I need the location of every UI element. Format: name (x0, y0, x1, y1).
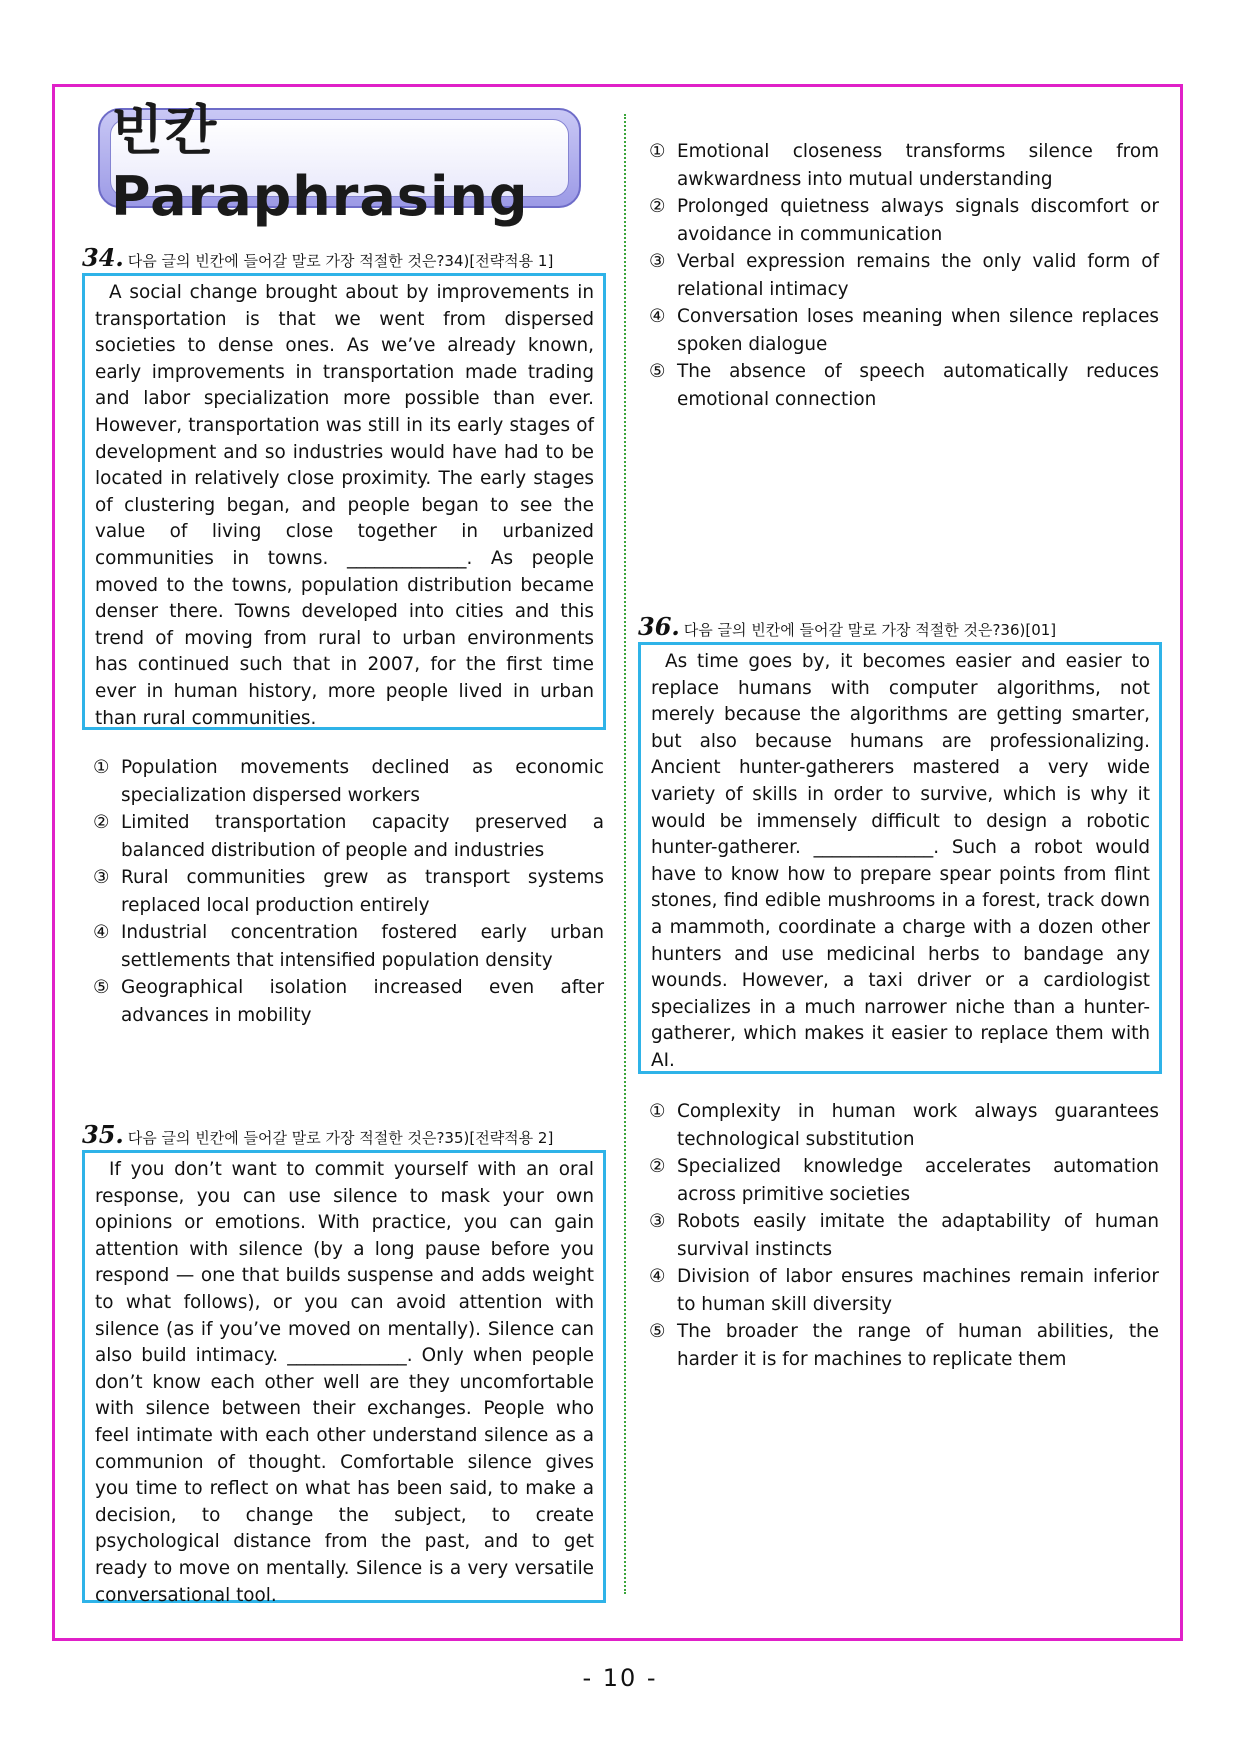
option-text: The absence of speech automatically reduces emotional connection (677, 361, 1159, 410)
option[interactable] (649, 1208, 1159, 1263)
question-36-prompt: 다음 글의 빈칸에 들어갈 말로 가장 적절한 것은?36)[01] (683, 621, 1057, 639)
option-text: Emotional closeness transforms silence from awkwardness into mutual understanding (677, 141, 1159, 190)
option-text: Prolonged quietness always signals discomfort or avoidance in communication (677, 196, 1159, 245)
question-36-passage: As time goes by, it becomes easier and easier to replace humans with computer algorithms, not merely because the algorithms are getting smarter, but also because humans are professionalizing. Ancient hunter-gatherers mastered a very wide variety of skills in order to survive, which is why it would be immensely difficult to design a robotic hunter-gatherer. _____________. Such a robot would have to know how to prepare spear points from flint stones, find edible mushrooms in a forest, track down a mammoth, coordinate a charge with a dozen other hunters and use medicinal herbs to bandage any wounds. However, a taxi driver or a cardiologist specializes in a much narrower niche than a hunter-gatherer, which makes it easier to replace them with AI. (638, 642, 1162, 1074)
title-banner-inner (110, 99, 569, 228)
question-36-header (638, 612, 1056, 641)
option-text: Complexity in human work always guarantees technological substitution (677, 1101, 1159, 1150)
option-text: Rural communities grew as transport systems replaced local production entirely (121, 867, 604, 916)
option-mark: ④ (93, 922, 110, 943)
option[interactable] (649, 1263, 1159, 1318)
question-35-options (649, 138, 1159, 413)
option-text: Specialized knowledge accelerates automation across primitive societies (677, 1156, 1159, 1205)
option-mark: ① (649, 141, 666, 162)
option[interactable] (649, 138, 1159, 193)
option-mark: ⑤ (649, 361, 666, 382)
option-text: Robots easily imitate the adaptability of human survival instincts (677, 1211, 1159, 1260)
question-34-prompt: 다음 글의 빈칸에 들어갈 말로 가장 적절한 것은?34)[전략적용 1] (127, 252, 554, 270)
option-mark: ② (649, 1156, 666, 1177)
option[interactable] (649, 193, 1159, 248)
option-text: Limited transportation capacity preserved a balanced distribution of people and industries (121, 812, 604, 861)
option[interactable] (649, 1153, 1159, 1208)
question-36-options (649, 1098, 1159, 1373)
option-mark: ③ (649, 1211, 666, 1232)
option[interactable] (649, 1098, 1159, 1153)
page-title: 빈칸 Paraphrasing (111, 99, 529, 228)
question-34-passage: A social change brought about by improvements in transportation is that we went from dispersed societies to dense ones. As we’ve already known, early improvements in transportation made trading and labor specialization more possible than ever. However, transportation was still in its early stages of development and so industries would have had to be located in relatively close proximity. The early stages of clustering began, and people began to see the value of living close together in urbanized communities in towns. _____________. As people moved to the towns, population distribution became denser there. Towns developed into cities and this trend of moving from rural to urban environments has continued such that in 2007, for the first time ever in human history, more people lived in urban than rural communities. (82, 273, 606, 730)
question-35-prompt: 다음 글의 빈칸에 들어갈 말로 가장 적절한 것은?35)[전략적용 2] (127, 1129, 554, 1147)
option-text: Population movements declined as economic specialization dispersed workers (121, 757, 604, 806)
page-number: - 10 - (582, 1664, 658, 1692)
option-text: Industrial concentration fostered early urban settlements that intensified population density (121, 922, 604, 971)
option[interactable] (93, 809, 604, 864)
option[interactable] (649, 1318, 1159, 1373)
option-mark: ③ (93, 867, 110, 888)
question-34-number: 34. (82, 243, 124, 272)
option-text: Geographical isolation increased even after advances in mobility (121, 977, 604, 1026)
option-mark: ① (649, 1101, 666, 1122)
option[interactable] (649, 303, 1159, 358)
title-banner (98, 99, 581, 228)
option[interactable] (649, 248, 1159, 303)
option[interactable] (93, 864, 604, 919)
question-34-options (93, 754, 604, 1029)
option-mark: ④ (649, 306, 666, 327)
option-text: The broader the range of human abilities, the harder it is for machines to replicate them (677, 1321, 1159, 1370)
question-35-header (82, 1120, 553, 1149)
option[interactable] (649, 358, 1159, 413)
option-mark: ④ (649, 1266, 666, 1287)
option-mark: ② (649, 196, 666, 217)
question-35-number: 35. (82, 1120, 124, 1149)
option[interactable] (93, 919, 604, 974)
option-mark: ① (93, 757, 110, 778)
option-mark: ③ (649, 251, 666, 272)
option-text: Division of labor ensures machines remain inferior to human skill diversity (677, 1266, 1159, 1315)
question-35-passage: If you don’t want to commit yourself with an oral response, you can use silence to mask your own opinions or emotions. With practice, you can gain attention with silence (by a long pause before you respond — one that builds suspense and adds weight to what follows), or you can avoid attention with silence (as if you’ve moved on mentally). Silence can also build intimacy. _____________. Only when people don’t know each other well are they uncomfortable with silence between their exchanges. People who feel intimate with each other understand silence as a communion of thought. Comfortable silence gives you time to reflect on what has been said, to make a decision, to change the subject, to create psychological distance from the past, and to get ready to move on mentally. Silence is a very versatile conversational tool. (82, 1150, 606, 1603)
question-34-header (82, 243, 553, 272)
option-mark: ⑤ (93, 977, 110, 998)
option-mark: ② (93, 812, 110, 833)
option-mark: ⑤ (649, 1321, 666, 1342)
option-text: Conversation loses meaning when silence replaces spoken dialogue (677, 306, 1159, 355)
question-36-number: 36. (638, 612, 680, 641)
option[interactable] (93, 754, 604, 809)
column-divider (624, 114, 626, 1594)
option[interactable] (93, 974, 604, 1029)
option-text: Verbal expression remains the only valid form of relational intimacy (677, 251, 1159, 300)
